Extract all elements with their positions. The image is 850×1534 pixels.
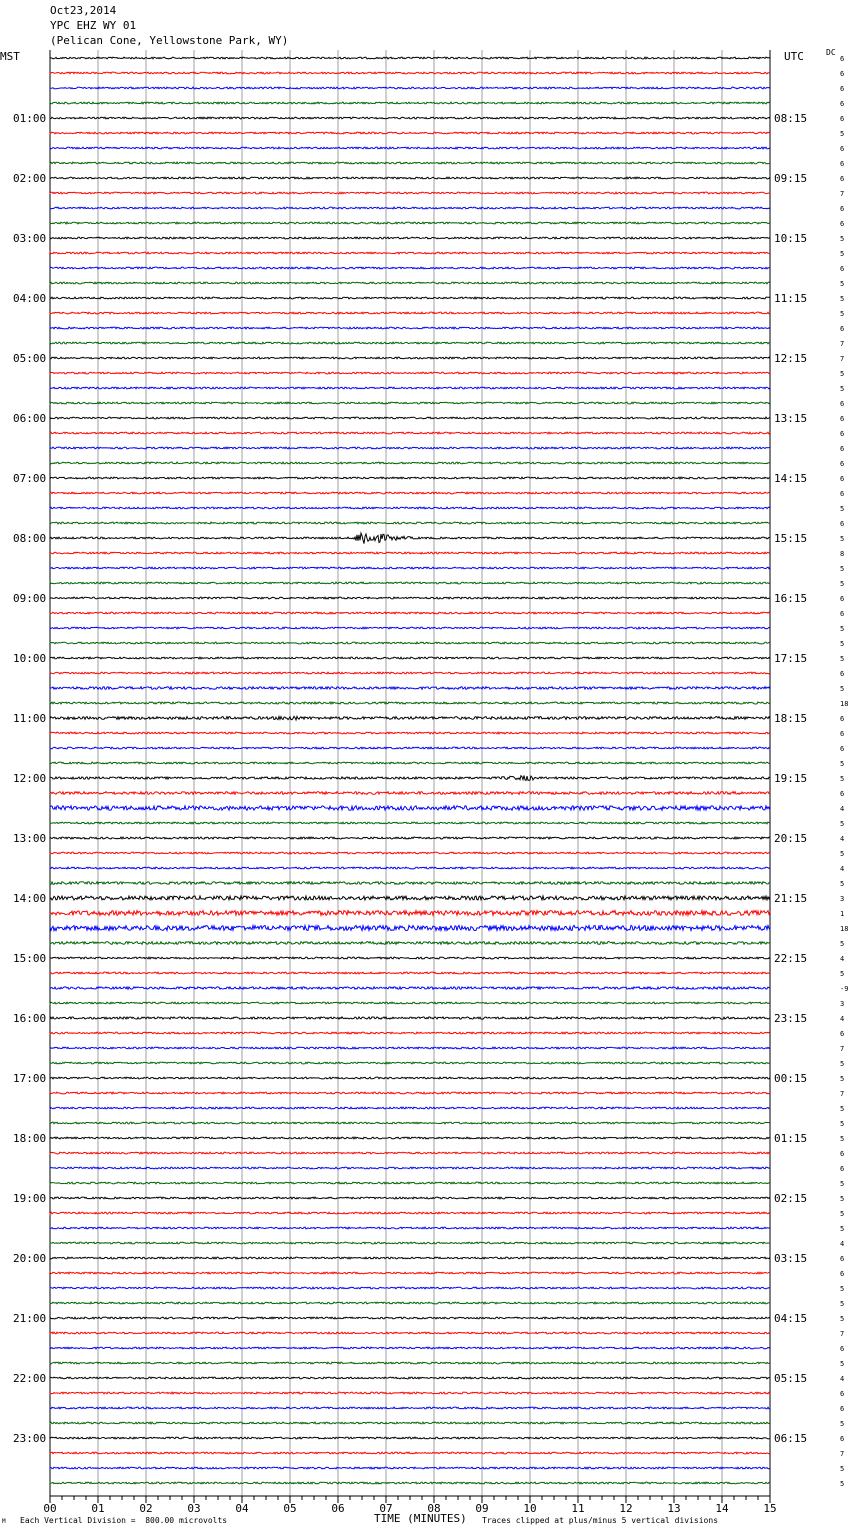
dc-offset-value: 7 [840,340,845,348]
trace-row [50,1332,770,1334]
trace-row [50,1377,770,1379]
dc-offset-value: 5 [840,1210,845,1218]
trace-row [50,162,770,164]
dc-offset-value: 5 [840,775,845,783]
dc-offset-value: 6 [840,415,845,423]
trace-row [50,597,770,599]
mst-hour-label: 15:00 [13,952,47,965]
dc-offset-value: -9 [840,985,849,993]
mst-hour-label: 19:00 [13,1192,47,1205]
dc-offset-value: 5 [840,760,845,768]
mst-hour-label: 10:00 [13,652,47,665]
mst-hour-label: 11:00 [13,712,47,725]
utc-hour-label: 00:15 [774,1072,808,1085]
trace-row [50,1212,770,1214]
utc-hour-label: 04:15 [774,1312,808,1325]
dc-offset-value: 5 [840,1360,845,1368]
x-tick-label: 13 [667,1502,681,1515]
dc-offset-value: 5 [840,1135,845,1143]
dc-offset-value: 6 [840,100,845,108]
trace-row [50,911,770,916]
dc-offset-value: 6 [840,730,845,738]
trace-row [50,867,770,869]
trace-row [50,672,770,674]
utc-hour-label: 06:15 [774,1432,808,1445]
mst-hour-label: 18:00 [13,1132,47,1145]
mst-hour-label: 06:00 [13,412,47,425]
dc-offset-value: 4 [840,805,845,813]
trace-row [50,1302,770,1304]
mst-hour-label: 01:00 [13,112,47,125]
dc-offset-value: 6 [840,1435,845,1443]
trace-row [50,1242,770,1244]
dc-offset-value: 7 [840,1450,845,1458]
trace-row [50,552,770,554]
utc-hour-label: 20:15 [774,832,808,845]
dc-offset-value: 5 [840,1300,845,1308]
dc-offset-value: 5 [840,655,845,663]
dc-offset-value: 4 [840,865,845,873]
dc-offset-value: 6 [840,490,845,498]
dc-offset-value: 6 [840,1165,845,1173]
trace-row [50,687,770,690]
trace-row [50,1362,770,1364]
dc-offset-value: 5 [840,1465,845,1473]
dc-offset-value: 6 [840,1270,845,1278]
trace-row [50,582,770,584]
dc-offset-value: 5 [840,1195,845,1203]
dc-offset-value: 5 [840,130,845,138]
x-tick-label: 02 [139,1502,153,1515]
utc-hour-label: 09:15 [774,172,808,185]
mst-hour-label: 21:00 [13,1312,47,1325]
trace-row [50,1137,770,1139]
dc-offset-value: 6 [840,145,845,153]
utc-hour-label: 16:15 [774,592,808,605]
utc-hour-label: 13:15 [774,412,808,425]
trace-row [50,1062,770,1064]
dc-offset-value: 6 [840,70,845,78]
trace-row [50,1107,770,1109]
dc-offset-value: 6 [840,1030,845,1038]
mst-hour-label: 07:00 [13,472,47,485]
dc-offset-value: 5 [840,250,845,258]
trace-row [50,627,770,629]
dc-offset-value: 5 [840,535,845,543]
trace-row [50,312,770,314]
trace-row [50,657,770,659]
trace-row [50,147,770,149]
dc-offset-value: 5 [840,235,845,243]
trace-row [50,327,770,329]
trace-row [50,1032,770,1034]
dc-offset-value: 6 [840,85,845,93]
dc-offset-value: 5 [840,970,845,978]
trace-row [50,132,770,134]
dc-offset-value: 4 [840,1375,845,1383]
trace-row [50,1047,770,1049]
dc-offset-value: 6 [840,205,845,213]
trace-row [50,477,770,479]
trace-row [50,822,770,824]
mst-hour-label: 03:00 [13,232,47,245]
trace-row [50,492,770,494]
dc-offset-value: 4 [840,1240,845,1248]
dc-offset-value: 6 [840,400,845,408]
dc-offset-value: 5 [840,1120,845,1128]
corner-mark: M [2,1518,6,1525]
trace-row [50,792,770,795]
dc-offset-value: 5 [840,940,845,948]
trace-row [50,1002,770,1004]
utc-hour-label: 22:15 [774,952,808,965]
dc-offset-value: 6 [840,175,845,183]
dc-offset-value: 5 [840,625,845,633]
trace-row [50,297,770,299]
trace-row [50,222,770,224]
trace-row [50,942,770,945]
dc-offset-value: 3 [840,895,845,903]
trace-row [50,87,770,89]
trace-row [50,1077,770,1079]
trace-row [50,702,770,704]
mst-hour-label: 05:00 [13,352,47,365]
trace-row [50,1227,770,1229]
x-tick-label: 10 [523,1502,537,1515]
mst-hour-label: 22:00 [13,1372,47,1385]
mst-hour-label: 02:00 [13,172,47,185]
trace-row [50,207,770,209]
utc-hour-label: 01:15 [774,1132,808,1145]
trace-row [50,237,770,239]
trace-row [50,117,770,119]
dc-offset-value: 5 [840,640,845,648]
dc-offset-value: 5 [840,565,845,573]
x-axis-title: TIME (MINUTES) [374,1512,467,1525]
trace-row [50,957,770,959]
dc-offset-value: 5 [840,1480,845,1488]
dc-offset-value: 5 [840,505,845,513]
trace-row [50,387,770,389]
x-tick-label: 01 [91,1502,105,1515]
trace-row [50,1182,770,1184]
utc-hour-label: 02:15 [774,1192,808,1205]
dc-offset-value: 6 [840,430,845,438]
dc-offset-value: 6 [840,790,845,798]
trace-row [50,1122,770,1124]
utc-hour-label: 08:15 [774,112,808,125]
trace-row [50,1017,770,1019]
trace-row [50,987,770,989]
x-tick-label: 14 [715,1502,729,1515]
x-tick-label: 07 [379,1502,393,1515]
trace-row [50,612,770,614]
utc-hour-label: 03:15 [774,1252,808,1265]
utc-hour-label: 05:15 [774,1372,808,1385]
dc-offset-value: 5 [840,280,845,288]
dc-offset-value: 5 [840,370,845,378]
trace-row [50,402,770,404]
dc-offset-value: 5 [840,1315,845,1323]
trace-row [50,533,770,544]
dc-offset-value: 6 [840,475,845,483]
dc-offset-value: 6 [840,1150,845,1158]
dc-offset-value: 6 [840,55,845,63]
dc-offset-value: 5 [840,385,845,393]
dc-offset-value: 5 [840,1420,845,1428]
utc-hour-label: 14:15 [774,472,808,485]
dc-offset-value: 5 [840,1060,845,1068]
x-tick-label: 11 [571,1502,585,1515]
dc-offset-value: 6 [840,595,845,603]
x-tick-label: 08 [427,1502,441,1515]
trace-row [50,567,770,569]
trace-row [50,806,770,810]
utc-hour-label: 11:15 [774,292,808,305]
dc-offset-value: 4 [840,835,845,843]
dc-offset-value: 3 [840,1000,845,1008]
mst-hour-label: 04:00 [13,292,47,305]
dc-offset-value: 18 [840,925,849,933]
dc-offset-value: 7 [840,355,845,363]
dc-offset-value: 7 [840,1045,845,1053]
mst-hour-label: 23:00 [13,1432,47,1445]
dc-offset-value: 6 [840,520,845,528]
trace-row [50,357,770,359]
utc-hour-label: 19:15 [774,772,808,785]
trace-row [50,192,770,194]
dc-offset-value: 5 [840,1180,845,1188]
dc-offset-header: DC [826,48,836,57]
trace-row [50,972,770,974]
mst-hour-label: 13:00 [13,832,47,845]
x-tick-label: 06 [331,1502,345,1515]
dc-offset-value: 18 [840,700,849,708]
x-tick-label: 09 [475,1502,489,1515]
trace-row [50,372,770,374]
dc-offset-value: 5 [840,310,845,318]
trace-row [50,1422,770,1424]
trace-row [50,1152,770,1154]
trace-row [50,1482,770,1484]
left-timezone-label: MST [0,50,20,63]
utc-hour-label: 21:15 [774,892,808,905]
dc-offset-value: 5 [840,580,845,588]
mst-hour-label: 12:00 [13,772,47,785]
trace-row [50,1437,770,1439]
dc-offset-value: 6 [840,1255,845,1263]
dc-offset-value: 6 [840,160,845,168]
dc-offset-value: 5 [840,685,845,693]
trace-row [50,1287,770,1289]
trace-row [50,732,770,734]
dc-offset-value: 7 [840,1090,845,1098]
trace-row [50,642,770,644]
trace-row [50,522,770,524]
utc-hour-label: 12:15 [774,352,808,365]
mst-hour-label: 17:00 [13,1072,47,1085]
dc-offset-value: 6 [840,445,845,453]
dc-offset-value: 5 [840,850,845,858]
utc-hour-label: 18:15 [774,712,808,725]
trace-row [50,417,770,419]
trace-row [50,762,770,764]
x-tick-label: 15 [763,1502,777,1515]
trace-row [50,252,770,254]
trace-row [50,1407,770,1409]
trace-row [50,177,770,179]
trace-row [50,776,770,781]
trace-row [50,102,770,104]
dc-offset-value: 1 [840,910,845,918]
trace-row [50,716,770,720]
trace-row [50,507,770,509]
trace-row [50,837,770,839]
dc-offset-value: 6 [840,745,845,753]
dc-offset-value: 6 [840,115,845,123]
trace-row [50,432,770,434]
trace-row [50,1452,770,1454]
trace-row [50,882,770,885]
station-code: YPC EHZ WY 01 [50,19,137,32]
dc-offset-value: 5 [840,1285,845,1293]
dc-offset-value: 6 [840,670,845,678]
record-date: Oct23,2014 [50,4,117,17]
trace-row [50,1197,770,1199]
trace-row [50,896,770,900]
trace-row [50,925,770,930]
utc-hour-label: 17:15 [774,652,808,665]
trace-row [50,447,770,449]
trace-row [50,1317,770,1319]
dc-offset-value: 4 [840,1015,845,1023]
trace-row [50,1167,770,1169]
dc-offset-value: 5 [840,1225,845,1233]
trace-row [50,1467,770,1469]
trace-row [50,1347,770,1349]
dc-offset-value: 7 [840,1330,845,1338]
dc-offset-value: 6 [840,460,845,468]
utc-hour-label: 23:15 [774,1012,808,1025]
x-tick-label: 12 [619,1502,633,1515]
x-tick-label: 00 [43,1502,57,1515]
utc-hour-label: 10:15 [774,232,808,245]
mst-hour-label: 16:00 [13,1012,47,1025]
trace-row [50,342,770,344]
x-tick-label: 05 [283,1502,297,1515]
dc-offset-value: 8 [840,550,845,558]
trace-row [50,1272,770,1274]
trace-row [50,57,770,59]
dc-offset-value: 6 [840,220,845,228]
station-location: (Pelican Cone, Yellowstone Park, WY) [50,34,289,47]
utc-hour-label: 15:15 [774,532,808,545]
trace-row [50,1257,770,1259]
dc-offset-value: 5 [840,820,845,828]
dc-offset-value: 6 [840,1345,845,1353]
dc-offset-value: 5 [840,880,845,888]
dc-offset-value: 6 [840,1405,845,1413]
dc-offset-value: 6 [840,325,845,333]
dc-offset-value: 7 [840,190,845,198]
trace-row [50,852,770,854]
dc-offset-value: 6 [840,610,845,618]
trace-row [50,1392,770,1394]
trace-row [50,282,770,284]
trace-row [50,72,770,74]
scale-note: Each Vertical Division = 800.00 microvolts [20,1516,228,1525]
trace-row [50,267,770,269]
x-tick-label: 04 [235,1502,249,1515]
clip-note: Traces clipped at plus/minus 5 vertical divisions [482,1516,719,1525]
right-timezone-label: UTC [784,50,804,63]
mst-hour-label: 08:00 [13,532,47,545]
trace-row [50,1092,770,1094]
dc-offset-value: 6 [840,265,845,273]
dc-offset-value: 4 [840,955,845,963]
dc-offset-value: 5 [840,295,845,303]
dc-offset-value: 5 [840,1105,845,1113]
mst-hour-label: 09:00 [13,592,47,605]
trace-row [50,462,770,464]
dc-offset-value: 6 [840,1390,845,1398]
mst-hour-label: 14:00 [13,892,47,905]
dc-offset-value: 6 [840,715,845,723]
dc-offset-value: 5 [840,1075,845,1083]
mst-hour-label: 20:00 [13,1252,47,1265]
trace-row [50,747,770,749]
x-tick-label: 03 [187,1502,201,1515]
